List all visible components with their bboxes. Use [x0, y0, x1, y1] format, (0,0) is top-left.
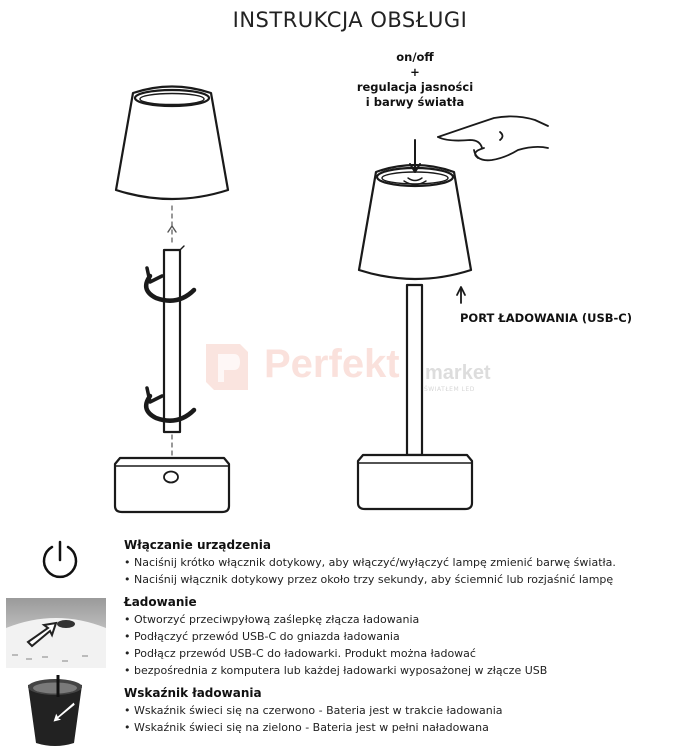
hand-icon	[438, 116, 548, 160]
callout-line-1: on/off	[396, 50, 434, 64]
instructions	[0, 530, 700, 750]
section-indicator-bullet-2: • Wskaźnik świeci się na zielono - Bateria jest w pełni naładowana	[124, 721, 489, 734]
power-icon	[38, 538, 82, 582]
callout-line-2: +	[410, 65, 420, 79]
usb-port-label: PORT ŁADOWANIA (USB-C)	[460, 311, 632, 325]
page-title: INSTRUKCJA OBSŁUGI	[232, 8, 468, 32]
callout-line-4: i barwy światła	[365, 95, 465, 109]
section-charging-bullet-1: • Otworzyć przeciwpyłową zaślepkę złącza ładowania	[124, 613, 419, 626]
watermark-tagline: ŚWIATŁEM LED	[424, 386, 475, 393]
section-indicator-bullet-1: • Wskaźnik świeci się na czerwono - Bateria jest w trakcie ładowania	[124, 704, 503, 717]
right-lamp-shade	[359, 165, 471, 279]
watermark-market: market	[425, 362, 491, 384]
section-charging-bullet-3: • Podłącz przewód USB-C do ładowarki. Produkt można ładować	[124, 647, 476, 660]
usb-port-photo	[6, 598, 106, 668]
left-lamp-shade	[116, 87, 228, 200]
watermark-logo-icon	[200, 340, 260, 400]
section-charging-bullet-2: • Podłączyć przewód USB-C do gniazda ładowania	[124, 630, 400, 643]
section-power-bullet-1: • Naciśnij krótko włącznik dotykowy, aby włączyć/wyłączyć lampę zmienić barwę światła.	[124, 556, 616, 569]
section-power-bullet-2: • Naciśnij włącznik dotykowy przez około trzy sekundy, aby ściemnić lub rozjaśnić lampę	[124, 573, 613, 586]
section-charging-bullet-4: • bezpośrednia z komputera lub każdej ładowarki wyposażonej w złącze USB	[124, 664, 547, 677]
section-power-title: Włączanie urządzenia	[124, 538, 271, 552]
callout-line-3: regulacja jasności	[356, 80, 474, 94]
left-lamp-base	[115, 458, 229, 512]
section-charging-title: Ładowanie	[124, 595, 197, 609]
port-arrow	[457, 287, 465, 303]
lamp-shade-photo	[22, 675, 88, 747]
section-indicator-title: Wskaźnik ładowania	[124, 686, 262, 700]
left-lamp-pole	[164, 246, 184, 432]
watermark	[200, 340, 520, 400]
watermark-brand: Perfekt	[264, 342, 400, 386]
right-lamp-base	[358, 455, 472, 509]
touch-switch-callout	[330, 50, 500, 110]
